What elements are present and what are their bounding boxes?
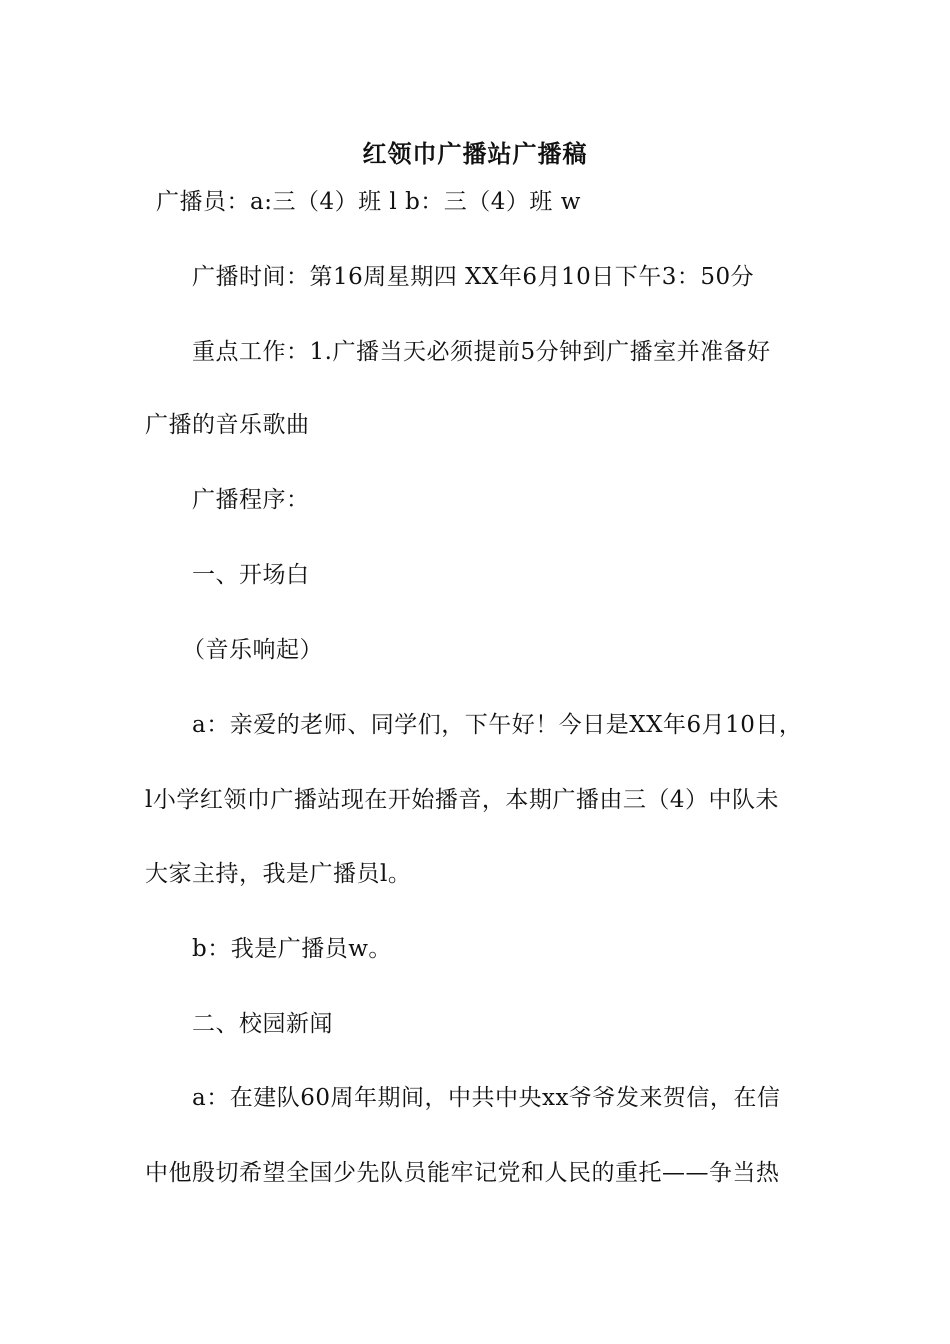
paragraph-line: a：亲爱的老师、同学们，下午好！今日是XX年6月10日， [192, 712, 803, 738]
paragraph-line: 中他殷切希望全国少先队员能牢记党和人民的重托——争当热 [145, 1160, 780, 1186]
program-heading: 广播程序： [192, 487, 310, 513]
paragraph-line: 大家主持，我是广播员l。 [145, 861, 412, 887]
key-work-line: 重点工作：1.广播当天必须提前5分钟到广播室并准备好 [192, 339, 771, 365]
announcer-line: 广播员：a:三（4）班 l b：三（4）班 w [156, 189, 581, 215]
broadcast-time-line: 广播时间：第16周星期四 XX年6月10日下午3：50分 [192, 264, 755, 290]
paragraph-line: a：在建队60周年期间，中共中央xx爷爷发来贺信，在信 [192, 1085, 781, 1111]
paragraph-line: b：我是广播员w。 [192, 936, 392, 962]
document-title: 红领巾广播站广播稿 [362, 139, 588, 168]
key-work-continuation: 广播的音乐歌曲 [145, 412, 310, 438]
section-campus-news: 二、校园新闻 [192, 1011, 333, 1037]
section-opening: 一、开场白 [192, 562, 310, 588]
paragraph-line: l小学红领巾广播站现在开始播音，本期广播由三（4）中队未 [145, 787, 779, 813]
music-cue: （音乐响起） [182, 637, 323, 663]
